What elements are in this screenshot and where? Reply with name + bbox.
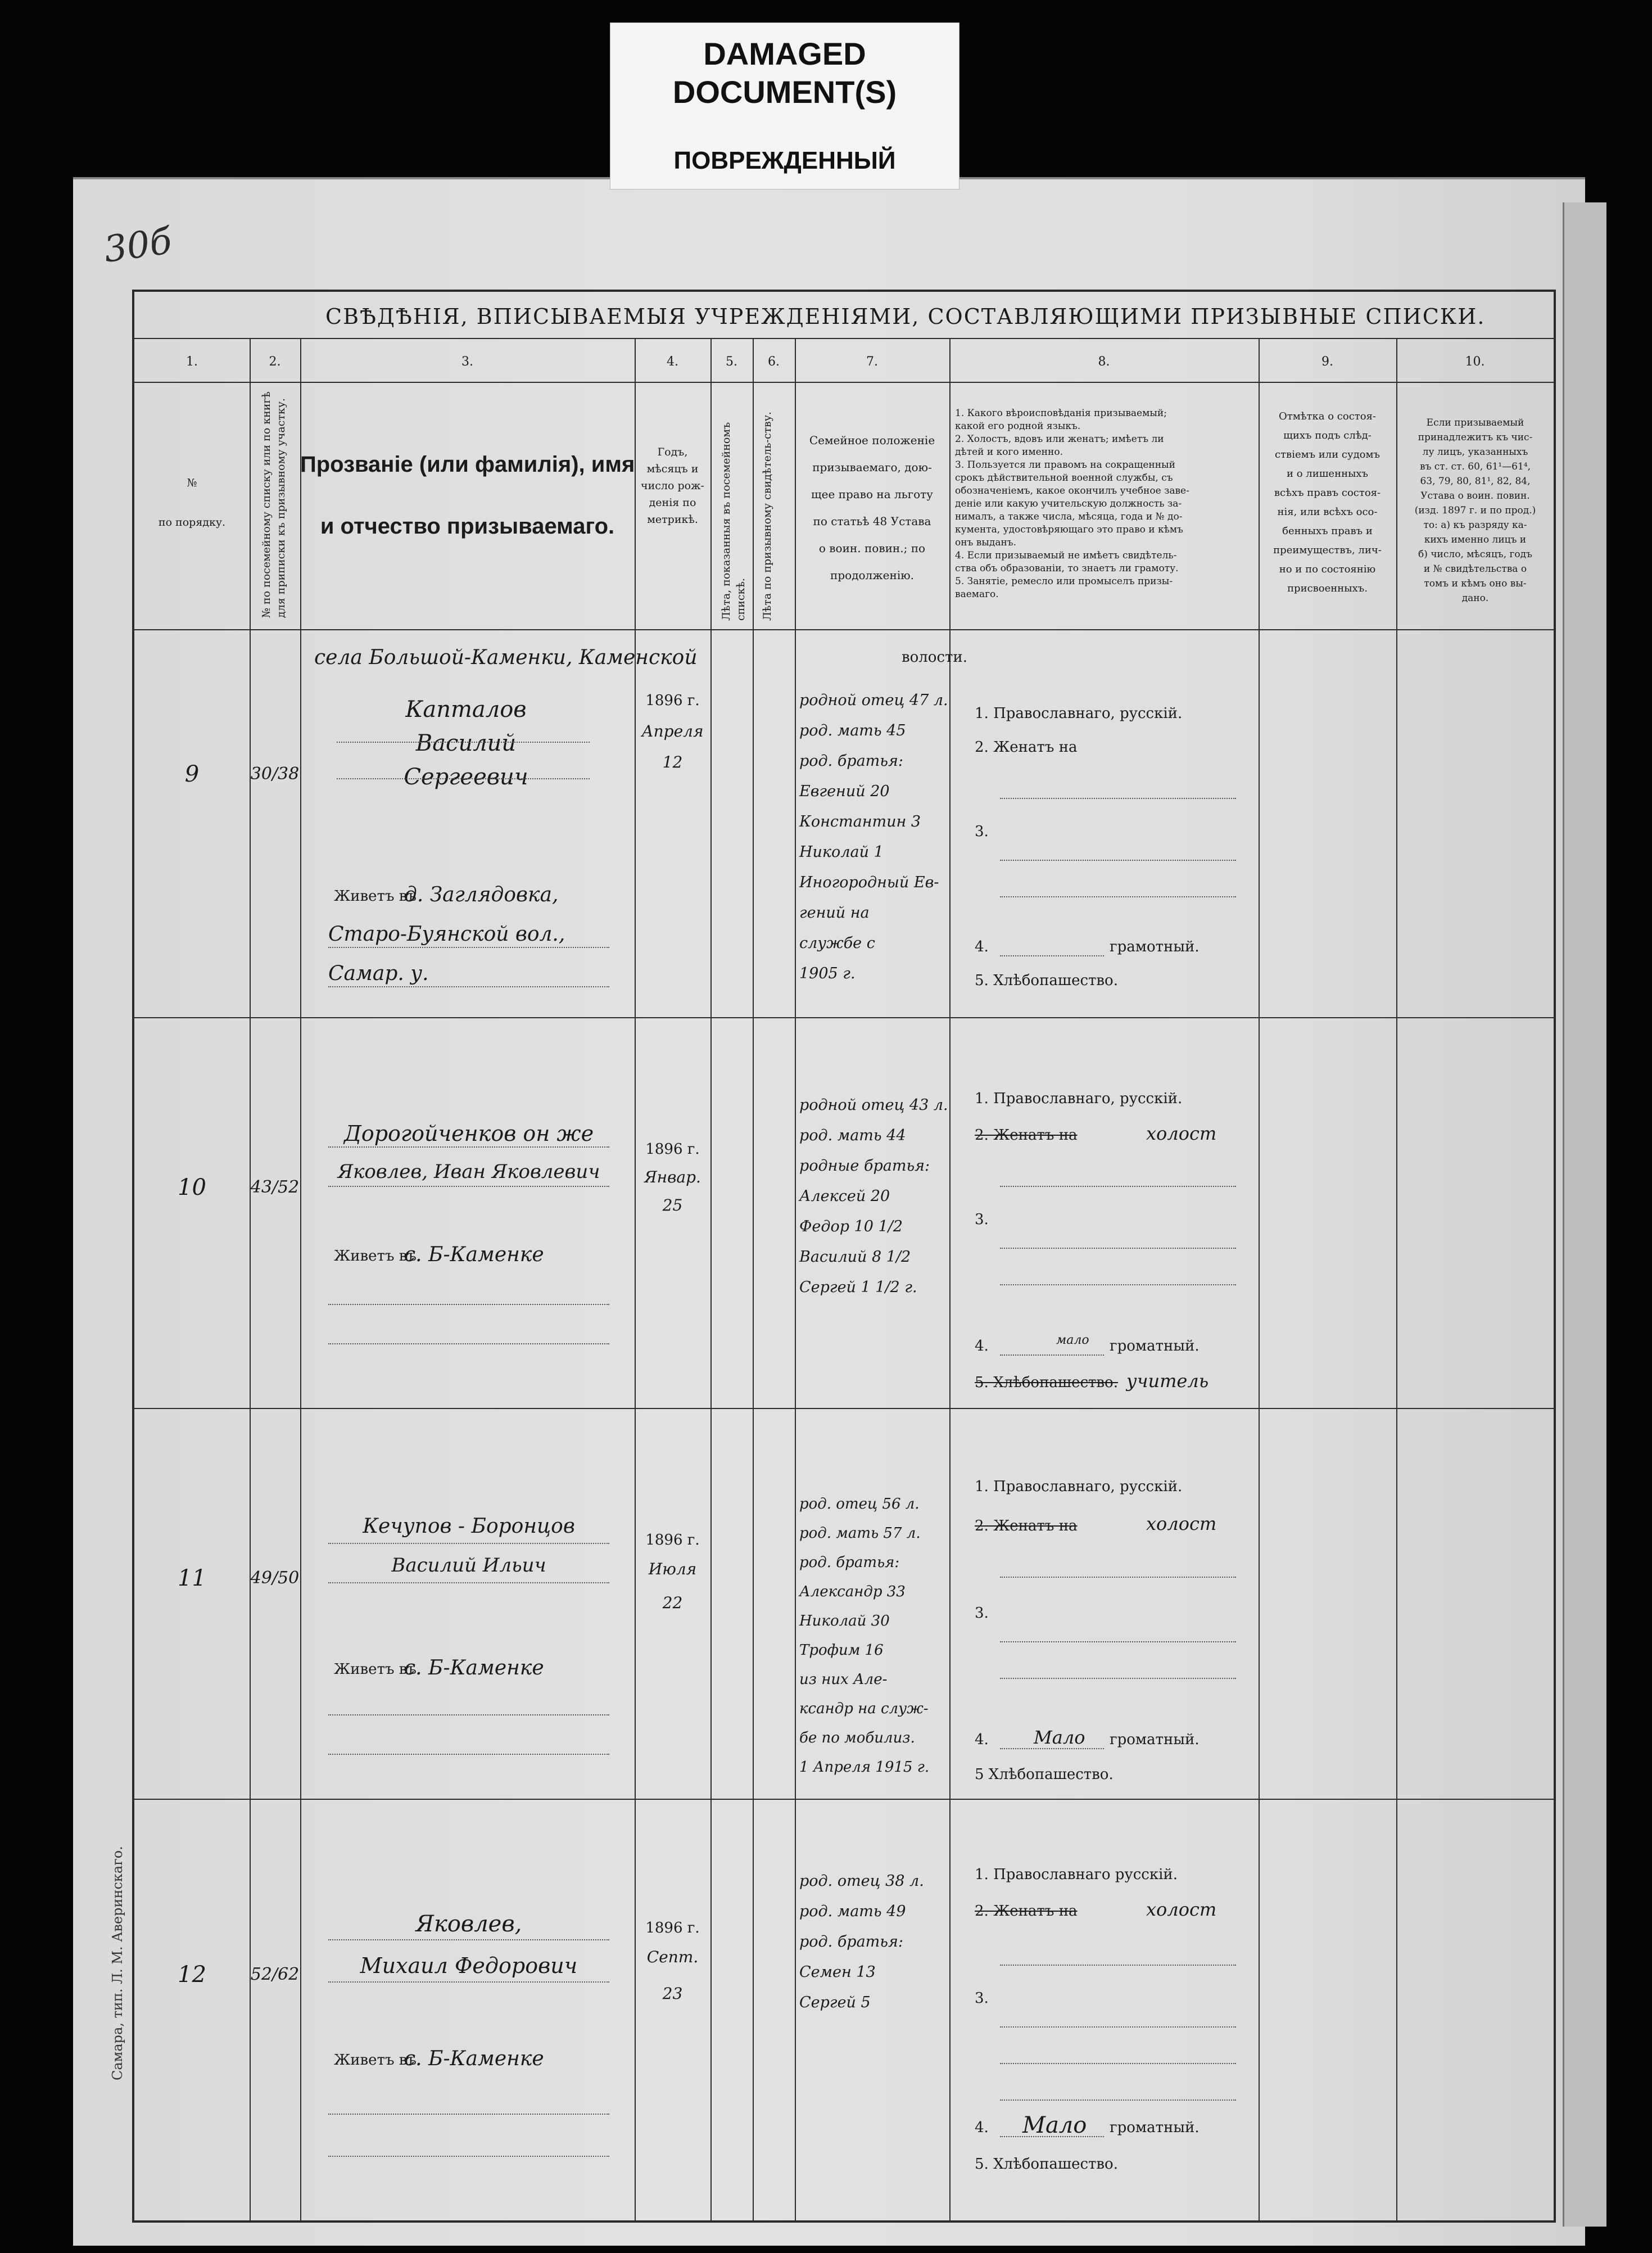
header-col10-l8: то: а) къ разряду ка- (1423, 520, 1527, 531)
header-col7-l2: призываемаго, дою- (812, 460, 932, 474)
form-title: СВѢДѢНІЯ, ВПИСЫВАЕМЫЯ УЧРЕЖДЕНІЯМИ, СОСТАВЛЯЮЩИМИ ПРИЗЫВНЫЕ СПИСКИ. (325, 304, 1486, 329)
q2-marital-value: холост (1146, 1513, 1217, 1534)
header-col5-text: Лѣта, показанныя въ посемейномъ спискѣ. (720, 422, 747, 621)
rule (134, 338, 1554, 339)
family-line: Сергей 1 1/2 г. (799, 1279, 917, 1296)
family-line: род. мать 45 (799, 722, 906, 739)
fill-line (1000, 1748, 1104, 1749)
name-line: Михаил Федорович (360, 1953, 578, 1978)
family-status (799, 1090, 948, 1303)
fill-line (1000, 896, 1236, 897)
lives-line: Самар. у. (328, 962, 429, 985)
printer-imprint: Самара, тип. Л. М. Аверинскаго. (110, 1846, 125, 2080)
fill-line (1000, 798, 1236, 799)
header-col8 (955, 407, 1253, 601)
header-col8-l14: 5. Занятіе, ремесло или промыселъ призы- (955, 576, 1173, 587)
fill-line (337, 778, 590, 779)
fill-line (328, 1754, 609, 1755)
family-line: Трофим 16 (799, 1642, 884, 1659)
lives-line: с. Б-Каменке (404, 2047, 544, 2070)
header-col8-l10: кумента, удостовѣряющаго это право и кѣмъ (955, 524, 1183, 535)
header-col4-l1: Годъ, (657, 446, 688, 458)
q4-literacy-suffix: громатный. (1110, 2119, 1200, 2136)
fill-line (1000, 1248, 1236, 1249)
header-col8-l1: 1. Какого вѣроисповѣданія призываемый; (955, 408, 1167, 419)
header-col9-l7: бенныхъ правъ и (1282, 525, 1373, 537)
header-col5 (719, 385, 748, 621)
name-line: Яковлев, Иван Яковлевич (337, 1161, 600, 1183)
q2-marital-label: 2. Женатъ на (975, 1518, 1078, 1534)
fill-line (1000, 2100, 1236, 2101)
col-rule (710, 338, 712, 2220)
fill-line (328, 1343, 609, 1344)
record-number: 9 (184, 761, 200, 787)
lives-line: Старо-Буянской вол., (328, 923, 565, 946)
fill-line (328, 1582, 609, 1583)
family-line: род. братья: (799, 752, 903, 770)
q5-occupation: 5. Хлѣбопашество. (975, 1374, 1118, 1391)
header-col9-l10: присвоенныхъ. (1287, 583, 1368, 594)
header-col6 (760, 385, 775, 621)
family-status (799, 1489, 929, 1782)
header-col8-l2: какой его родной языкъ. (955, 421, 1081, 432)
col-rule (300, 338, 301, 2220)
col-number-7: 7. (866, 355, 878, 369)
family-line: Алексей 20 (799, 1188, 890, 1205)
name-line: Яковлев, (415, 1911, 522, 1937)
family-line: 1905 г. (799, 965, 856, 982)
q5-occupation: 5. Хлѣбопашество. (975, 972, 1118, 989)
col-rule (1396, 338, 1397, 2220)
family-line: гений на (799, 904, 870, 922)
header-col8-l11: онъ выданъ. (955, 537, 1017, 548)
fill-line (1000, 2063, 1236, 2064)
header-col9-l1: Отмѣтка о состоя- (1278, 410, 1377, 422)
fill-line (1000, 1354, 1104, 1356)
q1-religion: 1. Православнаго, русскій. (975, 1090, 1183, 1107)
header-col7 (795, 427, 949, 589)
header-col10-l6: Устава о воин. повин. (1420, 490, 1530, 502)
family-line: родной отец 47 л. (799, 692, 948, 709)
col-number-5: 5. (726, 355, 737, 369)
q5-occupation: 5. Хлѣбопашество. (975, 2156, 1118, 2173)
record-number: 12 (178, 1962, 206, 1988)
fill-line (328, 1543, 609, 1544)
family-list-number: 52/62 (250, 1965, 300, 1984)
fill-line (328, 986, 609, 987)
header-col4 (635, 444, 710, 528)
birth-month: Апреля (641, 722, 704, 741)
header-col3-line2: и отчество призываемаго. (320, 514, 615, 539)
fill-line (1000, 1284, 1236, 1285)
q3-service-term: 3. (975, 823, 989, 840)
header-col8-l13: ства объ образованіи, то знаетъ ли грамоту. (955, 563, 1179, 574)
q2-marital-label: 2. Женатъ на (975, 739, 1078, 756)
header-col9-l4: и о лишенныхъ (1286, 468, 1369, 480)
fill-line (1000, 1641, 1236, 1642)
header-col9-l8: преимуществъ, лич- (1273, 544, 1382, 556)
family-status (799, 1866, 924, 2018)
col-number-10: 10. (1465, 355, 1485, 369)
col-rule (635, 338, 636, 2220)
stamp-line-1: DAMAGED (703, 36, 866, 71)
record-number: 10 (178, 1175, 206, 1200)
lives-label: Живетъ въ (334, 1661, 417, 1678)
q4-literacy-suffix: грамотный. (1110, 938, 1200, 955)
fill-line (1000, 955, 1104, 956)
header-col8-l9: нималъ, а также числа, мѣсяца, года и № до- (955, 511, 1183, 522)
family-list-number: 49/50 (250, 1568, 300, 1588)
family-line: из них Але- (799, 1671, 888, 1688)
header-col6-text: Лѣта по призывному свидѣтель-ству. (761, 412, 773, 621)
birth-day: 22 (662, 1593, 683, 1612)
header-col8-l6: срокъ дѣйствительной военной службы, съ (955, 472, 1173, 484)
volost-printed: волости. (902, 649, 967, 666)
header-col7-l3: щее право на льготу (811, 487, 933, 501)
rule (134, 629, 1554, 630)
header-col9 (1259, 407, 1396, 598)
birth-year: 1896 г. (645, 692, 700, 709)
lives-line: с. Б-Каменке (404, 1656, 544, 1679)
header-col8-l12: 4. Если призываемый не имѣетъ свидѣтель- (955, 550, 1177, 561)
q5-occupation: 5 Хлѣбопашество. (975, 1766, 1114, 1783)
q4-literacy-value: мало (1056, 1333, 1089, 1347)
row-rule (134, 1799, 1554, 1800)
header-col10 (1398, 416, 1553, 606)
header-col7-l6: продолженію. (830, 568, 914, 582)
q2-marital-value: холост (1146, 1123, 1217, 1144)
family-list-number: 30/38 (250, 764, 300, 784)
header-col7-l4: по статьѣ 48 Устава (813, 514, 931, 528)
family-line: Александр 33 (799, 1583, 906, 1600)
name-line: Василий (415, 730, 517, 756)
family-line: Сергей 5 (799, 1994, 871, 2011)
q3-service-term: 3. (975, 1605, 989, 1622)
header-col10-l13: дано. (1461, 593, 1489, 604)
rule (134, 382, 1554, 383)
family-line: род. мать 49 (799, 1903, 906, 1920)
header-col9-l5: всѣхъ правъ состоя- (1274, 487, 1381, 499)
fill-line (328, 2114, 609, 2115)
q4-literacy-value: Мало (1022, 2112, 1087, 2138)
col-number-1: 1. (186, 355, 198, 369)
header-col8-l5: 3. Пользуется ли правомъ на сокращенный (955, 459, 1175, 471)
family-line: бе по мобилиз. (799, 1730, 915, 1746)
birth-year: 1896 г. (645, 1920, 700, 1936)
col-number-8: 8. (1098, 355, 1110, 369)
family-line: Федор 10 1/2 (799, 1218, 903, 1235)
col-number-4: 4. (667, 355, 678, 369)
fill-line (1000, 1186, 1236, 1187)
q1-religion: 1. Православнаго, русскій. (975, 705, 1183, 722)
q4-literacy-value: Мало (1034, 1727, 1085, 1748)
header-col7-l1: Семейное положеніе (809, 434, 935, 447)
header-col4-l2: мѣсяцъ и (646, 463, 699, 475)
header-col4-l5: метрикѣ. (647, 513, 698, 526)
header-col4-l4: денія по (649, 496, 696, 509)
header-col10-l4: въ ст. ст. 60, 61¹—61⁴, (1420, 461, 1531, 472)
header-col8-l15: ваемаго. (955, 589, 999, 600)
fill-line (1000, 1577, 1236, 1578)
header-col8-l8: деніе или какую учительскую должность за- (955, 498, 1182, 509)
lives-label: Живетъ въ (334, 1248, 417, 1265)
header-col4-l3: число рож- (641, 480, 704, 492)
family-line: Евгений 20 (799, 783, 890, 800)
q1-religion: 1. Православнаго, русскій. (975, 1478, 1183, 1495)
header-col10-l5: 63, 79, 80, 81¹, 82, 84, (1420, 476, 1531, 487)
row-rule (134, 1017, 1554, 1018)
q2-marital-label: 2. Женатъ на (975, 1903, 1078, 1920)
birth-month: Июля (648, 1560, 697, 1578)
birth-day: 25 (662, 1196, 683, 1214)
name-line: Сергеевич (404, 764, 528, 790)
fill-line (337, 742, 590, 743)
header-col9-l6: нія, или всѣхъ осо- (1277, 506, 1378, 518)
fill-line (328, 1981, 609, 1983)
folio-number: 30б (101, 220, 175, 272)
birth-month: Септ. (646, 1948, 699, 1966)
name-line: Василий Ильич (391, 1554, 546, 1577)
header-col7-l5: о воин. повин.; по (818, 541, 926, 555)
family-line: Василий 8 1/2 (799, 1248, 911, 1266)
family-line: родной отец 43 л. (799, 1096, 948, 1114)
fill-line (328, 947, 609, 948)
family-line: род. мать 44 (799, 1127, 906, 1144)
family-line: службе с (799, 934, 875, 952)
col-number-6: 6. (768, 355, 780, 369)
family-line: род. отец 38 л. (799, 1872, 924, 1890)
header-col10-l12: томъ и кѣмъ оно вы- (1424, 578, 1527, 589)
header-col3-line1: Прозваніе (или фамилія), имя (300, 452, 635, 477)
family-line: Николай 30 (799, 1613, 890, 1629)
col-rule (753, 338, 754, 2220)
damaged-stamp (610, 22, 959, 189)
col-number-2: 2. (269, 355, 281, 369)
fill-line (328, 1304, 609, 1305)
q4-literacy-suffix: громатный. (1110, 1731, 1200, 1748)
col-number-9: 9. (1321, 355, 1333, 369)
fill-line (328, 1146, 609, 1148)
q2-marital-value: холост (1146, 1899, 1217, 1920)
fill-line (328, 1714, 609, 1715)
q4-literacy-label: 4. (975, 2119, 989, 2136)
q4-literacy-suffix: громатный. (1110, 1338, 1200, 1354)
fill-line (1000, 2026, 1236, 2028)
lives-label: Живетъ въ (334, 2052, 417, 2069)
family-line: род. мать 57 л. (799, 1525, 921, 1542)
col-rule (1259, 338, 1260, 2220)
col-rule (949, 338, 951, 2220)
stamp-line-3: ПОВРЕЖДЕННЫЙ (673, 147, 896, 174)
header-col8-l4: дѣтей и кого именно. (955, 446, 1063, 458)
family-line: род. братья: (799, 1554, 900, 1571)
q1-religion: 1. Православнаго русскій. (975, 1866, 1178, 1883)
family-line: 1 Апреля 1915 г. (799, 1759, 930, 1776)
family-line: Николай 1 (799, 843, 884, 861)
header-col1-no: № (187, 477, 197, 489)
family-line: родные братья: (799, 1157, 930, 1175)
header-col10-l9: кихъ именно лицъ и (1424, 534, 1527, 545)
header-col10-l3: лу лицъ, указанныхъ (1422, 446, 1528, 458)
fill-line (328, 1939, 609, 1940)
header-col9-l2: щихъ подъ слѣд- (1283, 430, 1372, 441)
lives-line: д. Заглядовка, (404, 883, 559, 906)
family-line: ксандр на служ- (799, 1700, 929, 1717)
col-rule (795, 338, 796, 2220)
q3-service-term: 3. (975, 1211, 989, 1228)
lives-label: Живетъ въ (334, 888, 417, 905)
col-rule (250, 338, 251, 2220)
header-col2-text: № по посемейному списку или по книгѣ для приписки къ призывному участку. (260, 391, 287, 618)
q4-literacy-label: 4. (975, 1731, 989, 1748)
header-col10-l7: (изд. 1897 г. и по прод.) (1414, 505, 1536, 516)
family-line: род. братья: (799, 1933, 903, 1951)
header-col2 (259, 382, 288, 618)
q3-service-term: 3. (975, 1990, 989, 2007)
name-line: Кечупов - Боронцов (363, 1515, 575, 1538)
row-rule (134, 1408, 1554, 1409)
family-line: род. отец 56 л. (799, 1496, 920, 1512)
header-col8-l3: 2. Холостъ, вдовъ или женатъ; имѣетъ ли (955, 434, 1164, 445)
header-col8-l7: обозначеніемъ, какое окончилъ учебное заве- (955, 485, 1189, 496)
name-line: Дорогойченков он же (343, 1121, 594, 1146)
birth-year: 1896 г. (645, 1532, 700, 1548)
record-number: 11 (178, 1565, 206, 1591)
fill-line (1000, 1678, 1236, 1679)
col-number-3: 3. (461, 355, 473, 369)
header-col10-l2: принадлежитъ къ чис- (1418, 432, 1533, 443)
family-line: Константин 3 (799, 813, 921, 830)
header-col10-l10: б) число, мѣсяцъ, годъ (1418, 549, 1532, 560)
family-status (799, 685, 948, 989)
fill-line (328, 2156, 609, 2157)
header-col1-order: по порядку. (158, 516, 226, 529)
stamp-line-2: DOCUMENT(S) (672, 74, 897, 110)
name-line: Капталов (405, 697, 527, 723)
birth-day: 12 (662, 753, 683, 771)
lives-line: с. Б-Каменке (404, 1243, 544, 1266)
birth-month: Январ. (644, 1168, 701, 1186)
fill-line (1000, 1965, 1236, 1966)
header-col9-l3: ствіемъ или судомъ (1275, 449, 1380, 460)
family-line: Семен 13 (799, 1963, 876, 1981)
header-col10-l11: и № свидѣтельства о (1423, 563, 1527, 575)
header-col9-l9: но и по состоянію (1279, 563, 1376, 575)
fill-line (1000, 860, 1236, 861)
birth-year: 1896 г. (645, 1141, 700, 1158)
family-line: Иногородный Ев- (799, 874, 939, 891)
birth-day: 23 (662, 1984, 683, 2003)
header-col10-l1: Если призываемый (1426, 417, 1524, 428)
q5-occupation-correction: учитель (1126, 1370, 1209, 1392)
volost-handwritten: села Большой-Каменки, Каменской (314, 646, 698, 669)
q2-marital-label: 2. Женатъ на (975, 1127, 1078, 1144)
family-list-number: 43/52 (250, 1177, 300, 1197)
fill-line (328, 1186, 609, 1187)
page-edge (1563, 202, 1606, 2227)
conscription-form (132, 290, 1556, 2223)
q4-literacy-label: 4. (975, 1338, 989, 1354)
q4-literacy-label: 4. (975, 938, 989, 955)
